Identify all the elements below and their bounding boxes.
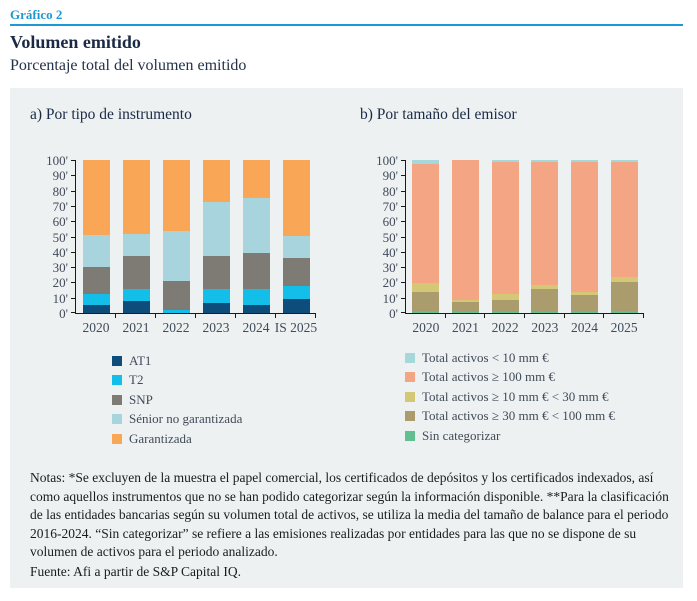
x-axis-tick-mark <box>484 314 485 318</box>
legend-item <box>405 410 615 423</box>
legend-item <box>112 432 242 445</box>
header-rule <box>10 24 683 26</box>
legend-item <box>112 413 242 426</box>
y-axis-tick-mark <box>71 237 75 238</box>
bar-segment <box>163 160 190 231</box>
legend-item <box>405 390 615 403</box>
y-axis-tick-label: 30' <box>52 260 68 276</box>
x-axis-label: 2021 <box>452 320 479 335</box>
legend-swatch <box>112 375 122 385</box>
x-axis-label: 2021 <box>122 320 150 335</box>
x-axis-label: 2025 <box>610 320 638 335</box>
legend-swatch <box>405 411 415 421</box>
bar-segment <box>492 160 519 162</box>
stacked-bar-2023 <box>531 160 558 313</box>
chart-a-title: a) Por tipo de instrumento <box>30 106 192 123</box>
bar-segment <box>203 160 230 202</box>
legend-label: Total activos < 10 mm € <box>422 349 549 365</box>
y-axis-tick-mark <box>71 282 75 283</box>
legend-label: Total activos ≥ 10 mm € < 30 mm € <box>422 388 609 404</box>
bar-segment <box>163 310 190 313</box>
bar-segment <box>163 281 190 310</box>
y-axis-tick-label: 20' <box>382 275 398 291</box>
bar-segment <box>412 292 439 310</box>
y-axis-tick-label: 60' <box>52 214 68 230</box>
bar-segment <box>83 305 110 313</box>
bar-segment <box>243 198 270 253</box>
y-axis-tick-mark <box>401 191 405 192</box>
bar-segment <box>452 160 479 300</box>
y-axis-tick-mark <box>401 160 405 161</box>
bar-segment <box>83 160 110 235</box>
chart-b-legend <box>405 351 615 449</box>
y-axis-tick-label: 10' <box>382 290 398 306</box>
y-axis-tick-label: 80' <box>52 183 68 199</box>
bar-segment <box>571 295 598 312</box>
legend-swatch <box>112 395 122 405</box>
legend-item <box>112 374 242 387</box>
y-axis-tick-mark <box>401 298 405 299</box>
bar-segment <box>283 160 310 236</box>
y-axis-tick-mark <box>71 191 75 192</box>
legend-swatch <box>112 414 122 424</box>
bar-segment <box>243 253 270 290</box>
legend-label: Garantizada <box>129 430 192 446</box>
y-axis-tick-mark <box>71 221 75 222</box>
legend-item <box>112 354 242 367</box>
y-axis-tick-mark <box>401 282 405 283</box>
legend-swatch <box>112 434 122 444</box>
x-axis-label: 2023 <box>202 320 230 335</box>
legend-item <box>405 371 615 384</box>
bar-segment <box>243 289 270 304</box>
bar-segment <box>203 256 230 289</box>
x-axis-label: 2023 <box>531 320 559 335</box>
bar-segment <box>412 311 439 313</box>
stacked-bar-2021 <box>452 160 479 313</box>
y-axis-tick-mark <box>401 221 405 222</box>
x-axis-label: 2024 <box>242 320 270 335</box>
x-axis-label: 2022 <box>491 320 519 335</box>
bar-segment <box>283 258 310 286</box>
stacked-bar-2022 <box>163 160 190 313</box>
y-axis-tick-label: 50' <box>52 229 68 245</box>
bar-segment <box>571 312 598 313</box>
y-axis-tick-label: 30' <box>382 260 398 276</box>
y-axis-tick-mark <box>71 312 75 313</box>
stacked-bar-2024 <box>571 160 598 313</box>
bar-segment <box>283 299 310 313</box>
x-axis-tick-mark <box>524 314 525 318</box>
bar-segment <box>283 286 310 299</box>
y-axis-tick-mark <box>401 267 405 268</box>
bar-segment <box>531 160 558 162</box>
y-axis-tick-label: 100' <box>376 153 398 168</box>
y-axis-tick-label: 10' <box>52 290 68 306</box>
bar-segment <box>123 301 150 313</box>
notes-text: Notas: *Se excluyen de la muestra el papel comercial, los certificados de depósitos y los certificados indexados, así como aquellos instrumentos que no se han podido categorizar según la información disponible. **Para la clasificación de las entidades bancarias según su volumen total de activos, se utiliza la media del tamaño de balance para el periodo 2016-2024. “Sin categorizar” se refiere a las emisiones realizadas por entidades para las que no se dispone de su volumen de activos para el periodo analizado. <box>30 470 669 559</box>
figure-title: Volumen emitido <box>10 32 141 52</box>
y-axis-tick-mark <box>71 206 75 207</box>
y-axis-tick-mark <box>401 206 405 207</box>
y-axis-tick-label: 60' <box>382 214 398 230</box>
x-axis-label: 2020 <box>412 320 440 335</box>
bar-segment <box>571 162 598 293</box>
stacked-bar-2021 <box>123 160 150 313</box>
bar-segment <box>123 289 150 300</box>
bar-segment <box>492 294 519 300</box>
stacked-bar-2022 <box>492 160 519 313</box>
y-axis-tick-mark <box>401 237 405 238</box>
bar-segment <box>163 231 190 281</box>
chart-b-title: b) Por tamaño del emisor <box>360 106 517 123</box>
y-axis-tick-label: 20' <box>52 275 68 291</box>
source-text: Fuente: Afi a partir de S&P Capital IQ. <box>30 564 241 579</box>
legend-swatch <box>405 392 415 402</box>
legend-item <box>112 393 242 406</box>
y-axis-tick-label: 100' <box>46 153 68 168</box>
bar-segment <box>611 162 638 278</box>
legend-swatch <box>405 353 415 363</box>
bar-segment <box>83 267 110 294</box>
x-axis-tick-mark <box>155 314 156 318</box>
bar-segment <box>452 312 479 313</box>
bar-segment <box>412 160 439 164</box>
bar-segment <box>203 303 230 313</box>
bar-segment <box>243 305 270 313</box>
stacked-bar-IS 2025 <box>283 160 310 313</box>
x-axis-tick-mark <box>643 314 644 318</box>
x-axis-label: IS 2025 <box>274 320 318 335</box>
legend-label: AT1 <box>129 352 152 368</box>
bar-segment <box>83 294 110 305</box>
bar-segment <box>123 234 150 256</box>
y-axis-tick-mark <box>401 252 405 253</box>
y-axis-tick-mark <box>71 175 75 176</box>
bar-segment <box>283 236 310 258</box>
bar-segment <box>83 235 110 267</box>
bar-segment <box>123 256 150 289</box>
bar-segment <box>531 312 558 313</box>
bar-segment <box>492 312 519 313</box>
x-axis-tick-mark <box>275 314 276 318</box>
figure-subtitle: Porcentaje total del volumen emitido <box>10 57 247 74</box>
bar-segment <box>611 160 638 162</box>
x-axis-tick-mark <box>115 314 116 318</box>
y-axis-tick-label: 40' <box>52 244 68 260</box>
bar-segment <box>571 160 598 162</box>
x-axis-tick-mark <box>235 314 236 318</box>
y-axis-tick-mark <box>71 267 75 268</box>
y-axis-tick-label: 90' <box>382 168 398 184</box>
legend-label: Sénior no garantizada <box>129 411 243 426</box>
bar-segment <box>531 285 558 288</box>
bar-segment <box>611 282 638 311</box>
stacked-bar-2025 <box>611 160 638 313</box>
bar-segment <box>203 202 230 256</box>
bar-segment <box>412 283 439 292</box>
bar-segment <box>492 162 519 294</box>
x-axis-tick-mark <box>603 314 604 318</box>
legend-label: Total activos ≥ 30 mm € < 100 mm € <box>422 408 616 423</box>
y-axis-tick-label: 90' <box>52 168 68 184</box>
x-axis-tick-mark <box>195 314 196 318</box>
legend-label: T2 <box>129 372 144 387</box>
x-axis-tick-mark <box>315 314 316 318</box>
legend-swatch <box>112 356 122 366</box>
legend-label: Sin categorizar <box>422 427 501 443</box>
y-axis-tick-label: 70' <box>52 198 68 214</box>
bar-segment <box>452 300 479 302</box>
stacked-bar-2023 <box>203 160 230 313</box>
x-axis-label: 2020 <box>82 320 110 335</box>
y-axis-tick-label: 50' <box>382 229 398 245</box>
x-axis-tick-mark <box>564 314 565 318</box>
legend-swatch <box>405 431 415 441</box>
stacked-bar-2020 <box>83 160 110 313</box>
chart-a-legend <box>112 354 242 452</box>
bar-segment <box>203 289 230 304</box>
stacked-bar-2024 <box>243 160 270 313</box>
y-axis-tick-mark <box>71 160 75 161</box>
bar-segment <box>611 277 638 282</box>
bar-segment <box>611 311 638 313</box>
legend-item <box>405 351 615 364</box>
bar-segment <box>452 302 479 312</box>
legend-item <box>405 429 615 442</box>
x-axis-label: 2024 <box>571 320 598 335</box>
legend-label: SNP <box>129 391 153 407</box>
bar-segment <box>531 289 558 313</box>
bar-segment <box>571 292 598 295</box>
y-axis-tick-mark <box>71 252 75 253</box>
y-axis-tick-label: 0' <box>59 306 68 321</box>
chart-a-plot-area <box>46 153 318 335</box>
y-axis-tick-mark <box>401 175 405 176</box>
y-axis-tick-label: 40' <box>382 244 398 260</box>
bar-segment <box>243 160 270 197</box>
legend-label: Total activos ≥ 100 mm € <box>422 369 555 384</box>
bar-segment <box>492 300 519 312</box>
chart-b-plot-area <box>376 153 644 335</box>
y-axis-tick-label: 0' <box>389 306 398 321</box>
stacked-bar-2020 <box>412 160 439 313</box>
x-axis-label: 2022 <box>162 320 190 335</box>
y-axis-tick-mark <box>71 298 75 299</box>
y-axis-tick-label: 70' <box>382 198 398 214</box>
x-axis-tick-mark <box>445 314 446 318</box>
bar-segment <box>531 162 558 286</box>
legend-swatch <box>405 372 415 382</box>
bar-segment <box>412 164 439 283</box>
y-axis-tick-label: 80' <box>382 183 398 199</box>
bar-segment <box>123 160 150 234</box>
y-axis-tick-mark <box>401 312 405 313</box>
figure-number-tag: Gráfico 2 <box>10 7 63 22</box>
